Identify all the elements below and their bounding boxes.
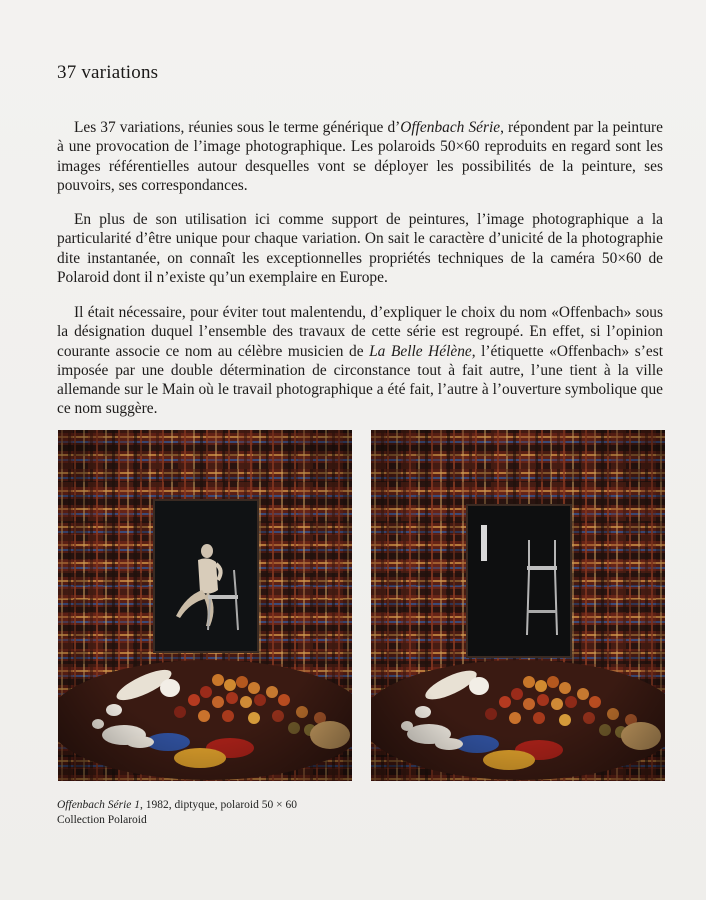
paragraph-3-post: , l’étiquette «Offenbach» s’est imposée par une double détermination de circonstance tout à fait autre, l’une tient à la ville allemande sur le Main où le travail photographique a été fait, l’autre à l’ouverture symbolique que ce nom suggère.: [57, 342, 663, 418]
paragraph-1-pre: Les 37 variations, réunies sous le terme générique d’: [74, 119, 401, 136]
paragraph-1: [57, 118, 663, 195]
photo-left-image: [58, 430, 352, 781]
photo-right: [371, 430, 665, 781]
caption-details: , 1982, diptyque, polaroid 50 × 60: [140, 799, 297, 811]
paragraph-3-pre: Il était nécessaire, pour éviter tout malentendu, d’expliquer le choix du nom «Offenbach» sous la désignation duquel l’ensemble des travaux de cette série est regroupé. En effet, si l’opinion courante associe ce nom au célèbre musicien de: [57, 304, 663, 360]
caption-line-1: [57, 798, 297, 813]
figure-caption: [57, 798, 297, 827]
paragraph-2-text: En plus de son utilisation ici comme support de peintures, l’image photographique a la particularité d’être unique pour chaque variation. On sait le caractère d’unicité de la photographie dite instantanée, on connaît les exceptionnelles propriétés techniques de la caméra 50×60 de Polaroid dont il n’existe qu’un exemplaire en Europe.: [57, 211, 663, 286]
photo-left: [58, 430, 352, 781]
paragraph-1-post: , répondent par la peinture à une provocation de l’image photographique. Les polaroids 50×60 reproduits en regard sont les images référentielles autour desquelles vont se déployer les possibilités de la peinture, ses pouvoirs, ses correspondances.: [57, 119, 663, 194]
paragraph-3-title: La Belle Hélène: [369, 342, 472, 360]
paragraph-2: [57, 210, 663, 287]
section-heading: 37 variations: [57, 62, 159, 83]
caption-collection: Collection Polaroid: [57, 813, 147, 826]
caption-title: Offenbach Série 1: [57, 799, 141, 811]
photo-right-image: [371, 430, 665, 781]
paragraph-1-title: Offenbach Série: [400, 119, 501, 136]
paragraph-3: [57, 303, 663, 419]
